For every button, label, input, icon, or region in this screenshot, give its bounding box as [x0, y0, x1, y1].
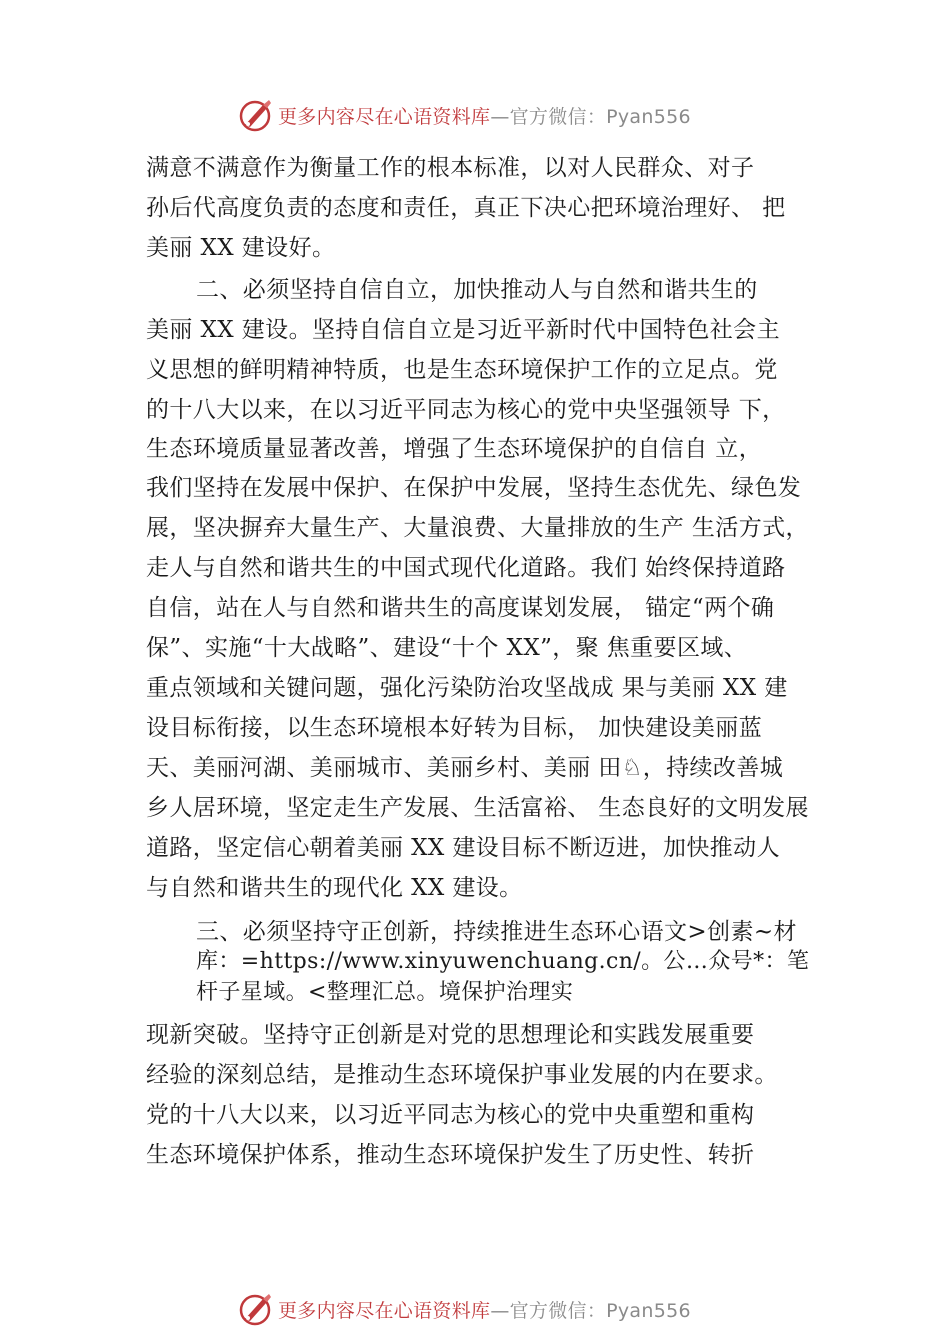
text-line: 满意不满意作为衡量工作的根本标准，以对人民群众、对子: [146, 155, 755, 181]
text-line: 设目标衔接，以生态环境根本好转为目标， 加快建设美丽蓝: [146, 715, 763, 741]
banner-text: [278, 1296, 691, 1323]
text-line: 美丽 XX 建设好。: [146, 235, 336, 261]
banner-wechat: 官方微信：Pyan556: [509, 105, 691, 128]
text-line: 展，坚决摒弃大量生产、大量浪费、大量排放的生产 生活方式，: [146, 515, 809, 541]
brand-logo-icon: [236, 1291, 274, 1327]
text-line: 孙后代高度负责的态度和责任，真正下决心把环境治理好、 把: [146, 195, 786, 221]
footer-banner: [236, 1291, 756, 1327]
text-line: 美丽 XX 建设。坚持自信自立是习近平新时代中国特色社会主: [146, 317, 780, 343]
banner-text: [278, 102, 691, 129]
section-heading-line: 二、必须坚持自信自立，加快推动人与自然和谐共生的: [196, 277, 758, 303]
text-line: 现新突破。坚持守正创新是对党的思想理论和实践发展重要: [146, 1022, 755, 1048]
banner-brand: 更多内容尽在心语资料库: [278, 105, 491, 128]
text-line: 党的十八大以来，以习近平同志为核心的党中央重塑和重构: [146, 1102, 755, 1128]
text-line: 保”、实施“十大战略”、建设“十个 XX”，聚 焦重要区域、: [146, 635, 748, 661]
section-heading-line: 三、必须坚持守正创新，持续推进生态环心语文>创素~材: [196, 919, 797, 945]
text-line: 义思想的鲜明精神特质，也是生态环境保护工作的立足点。党: [146, 357, 778, 383]
text-line: 与自然和谐共生的现代化 XX 建设。: [146, 875, 523, 901]
text-line: 重点领域和关键问题，强化污染防治攻坚战成 果与美丽 XX 建: [146, 675, 788, 701]
text-line: 道路，坚定信心朝着美丽 XX 建设目标不断迈进，加快推动人: [146, 835, 780, 861]
text-line: 我们坚持在发展中保护、在保护中发展，坚持生态优先、绿色发: [146, 475, 802, 501]
text-line: 经验的深刻总结，是推动生态环境保护事业发展的内在要求。: [146, 1062, 778, 1088]
text-line: 的十八大以来，在以习近平同志为核心的党中央坚强领导 下，: [146, 397, 786, 423]
text-line: 天、美丽河湖、美丽城市、美丽乡村、美丽 田♘，持续改善城: [146, 755, 784, 781]
brand-logo-icon: [236, 97, 274, 133]
banner-wechat: 官方微信：Pyan556: [509, 1299, 691, 1322]
insert-text-line: 库：=https://www.xinyuwenchuang.cn/。公…众号*：笔: [196, 949, 810, 974]
text-line: 生态环境保护体系，推动生态环境保护发生了历史性、转折: [146, 1142, 755, 1168]
text-line: 自信，站在人与自然和谐共生的高度谋划发展， 锚定“两个确: [146, 595, 775, 621]
text-line: 乡人居环境，坚定走生产发展、生活富裕、 生态良好的文明发展: [146, 795, 809, 821]
banner-separator: —: [490, 1299, 510, 1322]
header-banner: [236, 97, 756, 133]
banner-separator: —: [490, 105, 510, 128]
insert-text-line: 杆子星域。<整理汇总。境保护治理实: [196, 980, 574, 1005]
text-line: 走人与自然和谐共生的中国式现代化道路。我们 始终保持道路: [146, 555, 786, 581]
text-line: 生态环境质量显著改善，增强了生态环境保护的自信自 立，: [146, 436, 763, 462]
banner-brand: 更多内容尽在心语资料库: [278, 1299, 491, 1322]
